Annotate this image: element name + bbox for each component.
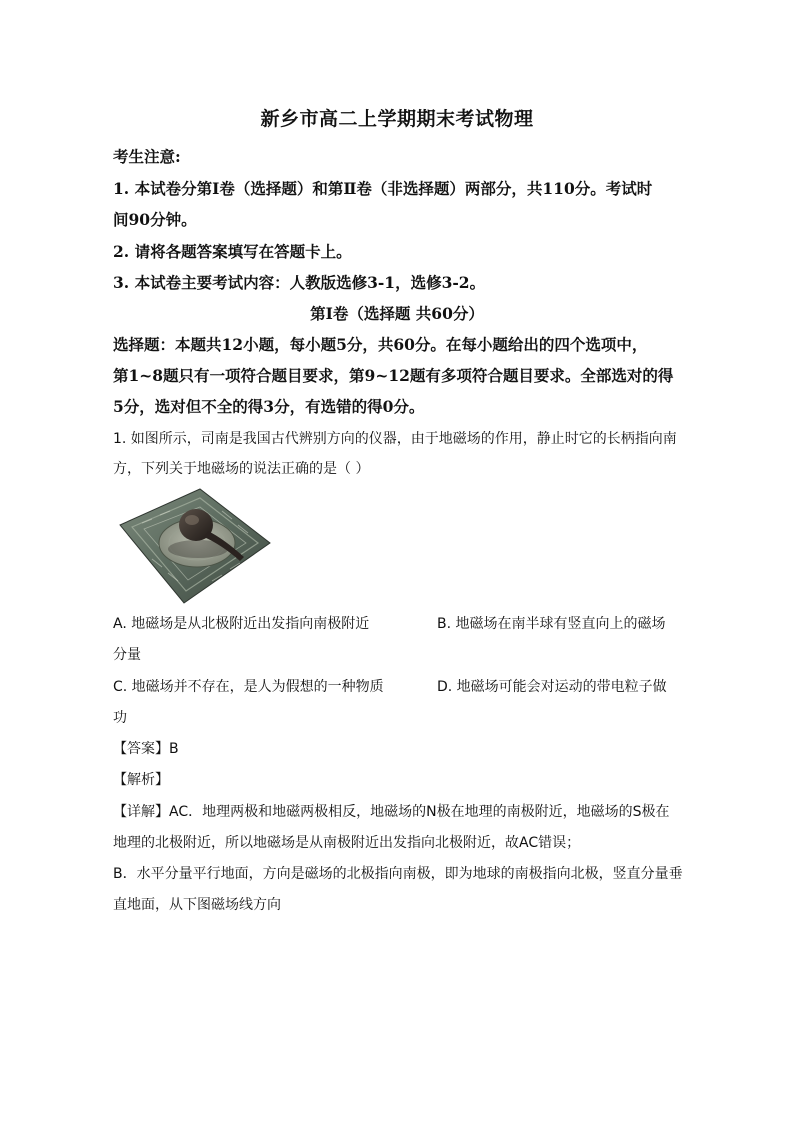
notice-line: 3. 本试卷主要考试内容：人教版选修3-1，选修3-2。 [113, 273, 486, 292]
instruction-line: 选择题：本题共12小题，每小题5分，共60分。在每小题给出的四个选项中， [113, 335, 648, 354]
detail-line: 直地面，从下图磁场线方向 [113, 897, 281, 913]
section-title: 第Ⅰ卷（选择题 共60分） [310, 304, 484, 323]
sinan-compass-image [112, 485, 274, 605]
detail-line: B．水平分量平行地面，方向是磁场的北极指向南极，即为地球的南极指向北极，竖直分量垂 [113, 866, 683, 882]
option-b-continued: 分量 [113, 647, 141, 663]
option-d-continued: 功 [113, 710, 127, 726]
question-stem: 方，下列关于地磁场的说法正确的是（ ） [113, 461, 370, 477]
instruction-line: 5分，选对但不全的得3分，有选错的得0分。 [113, 397, 425, 416]
notice-line: 间90分钟。 [113, 210, 197, 229]
detail-line: 【详解】AC．地理两极和地磁两极相反，地磁场的N极在地理的南极附近，地磁场的S极在 [113, 804, 670, 820]
instruction-line: 第1~8题只有一项符合题目要求，第9~12题有多项符合题目要求。全部选对的得 [113, 366, 674, 385]
option-d: D. 地磁场可能会对运动的带电粒子做 [437, 679, 667, 695]
notice-line: 2. 请将各题答案填写在答题卡上。 [113, 242, 352, 261]
detail-line: 地理的北极附近，所以地磁场是从南极附近出发指向北极附近，故AC错误； [113, 835, 581, 851]
option-a: A. 地磁场是从北极附近出发指向南极附近 [113, 616, 370, 632]
question-stem: 1. 如图所示，司南是我国古代辨别方向的仪器，由于地磁场的作用，静止时它的长柄指向南 [113, 431, 677, 447]
analysis-heading: 【解析】 [113, 772, 169, 788]
answer-line: 【答案】B [113, 741, 179, 757]
option-c: C. 地磁场并不存在，是人为假想的一种物质 [113, 679, 384, 695]
option-b: B. 地磁场在南半球有竖直向上的磁场 [437, 616, 666, 632]
notice-heading: 考生注意: [113, 147, 181, 166]
page-title: 新乡市高二上学期期末考试物理 [260, 108, 534, 130]
notice-line: 1. 本试卷分第Ⅰ卷（选择题）和第Ⅱ卷（非选择题）两部分，共110分。考试时 [113, 179, 653, 198]
